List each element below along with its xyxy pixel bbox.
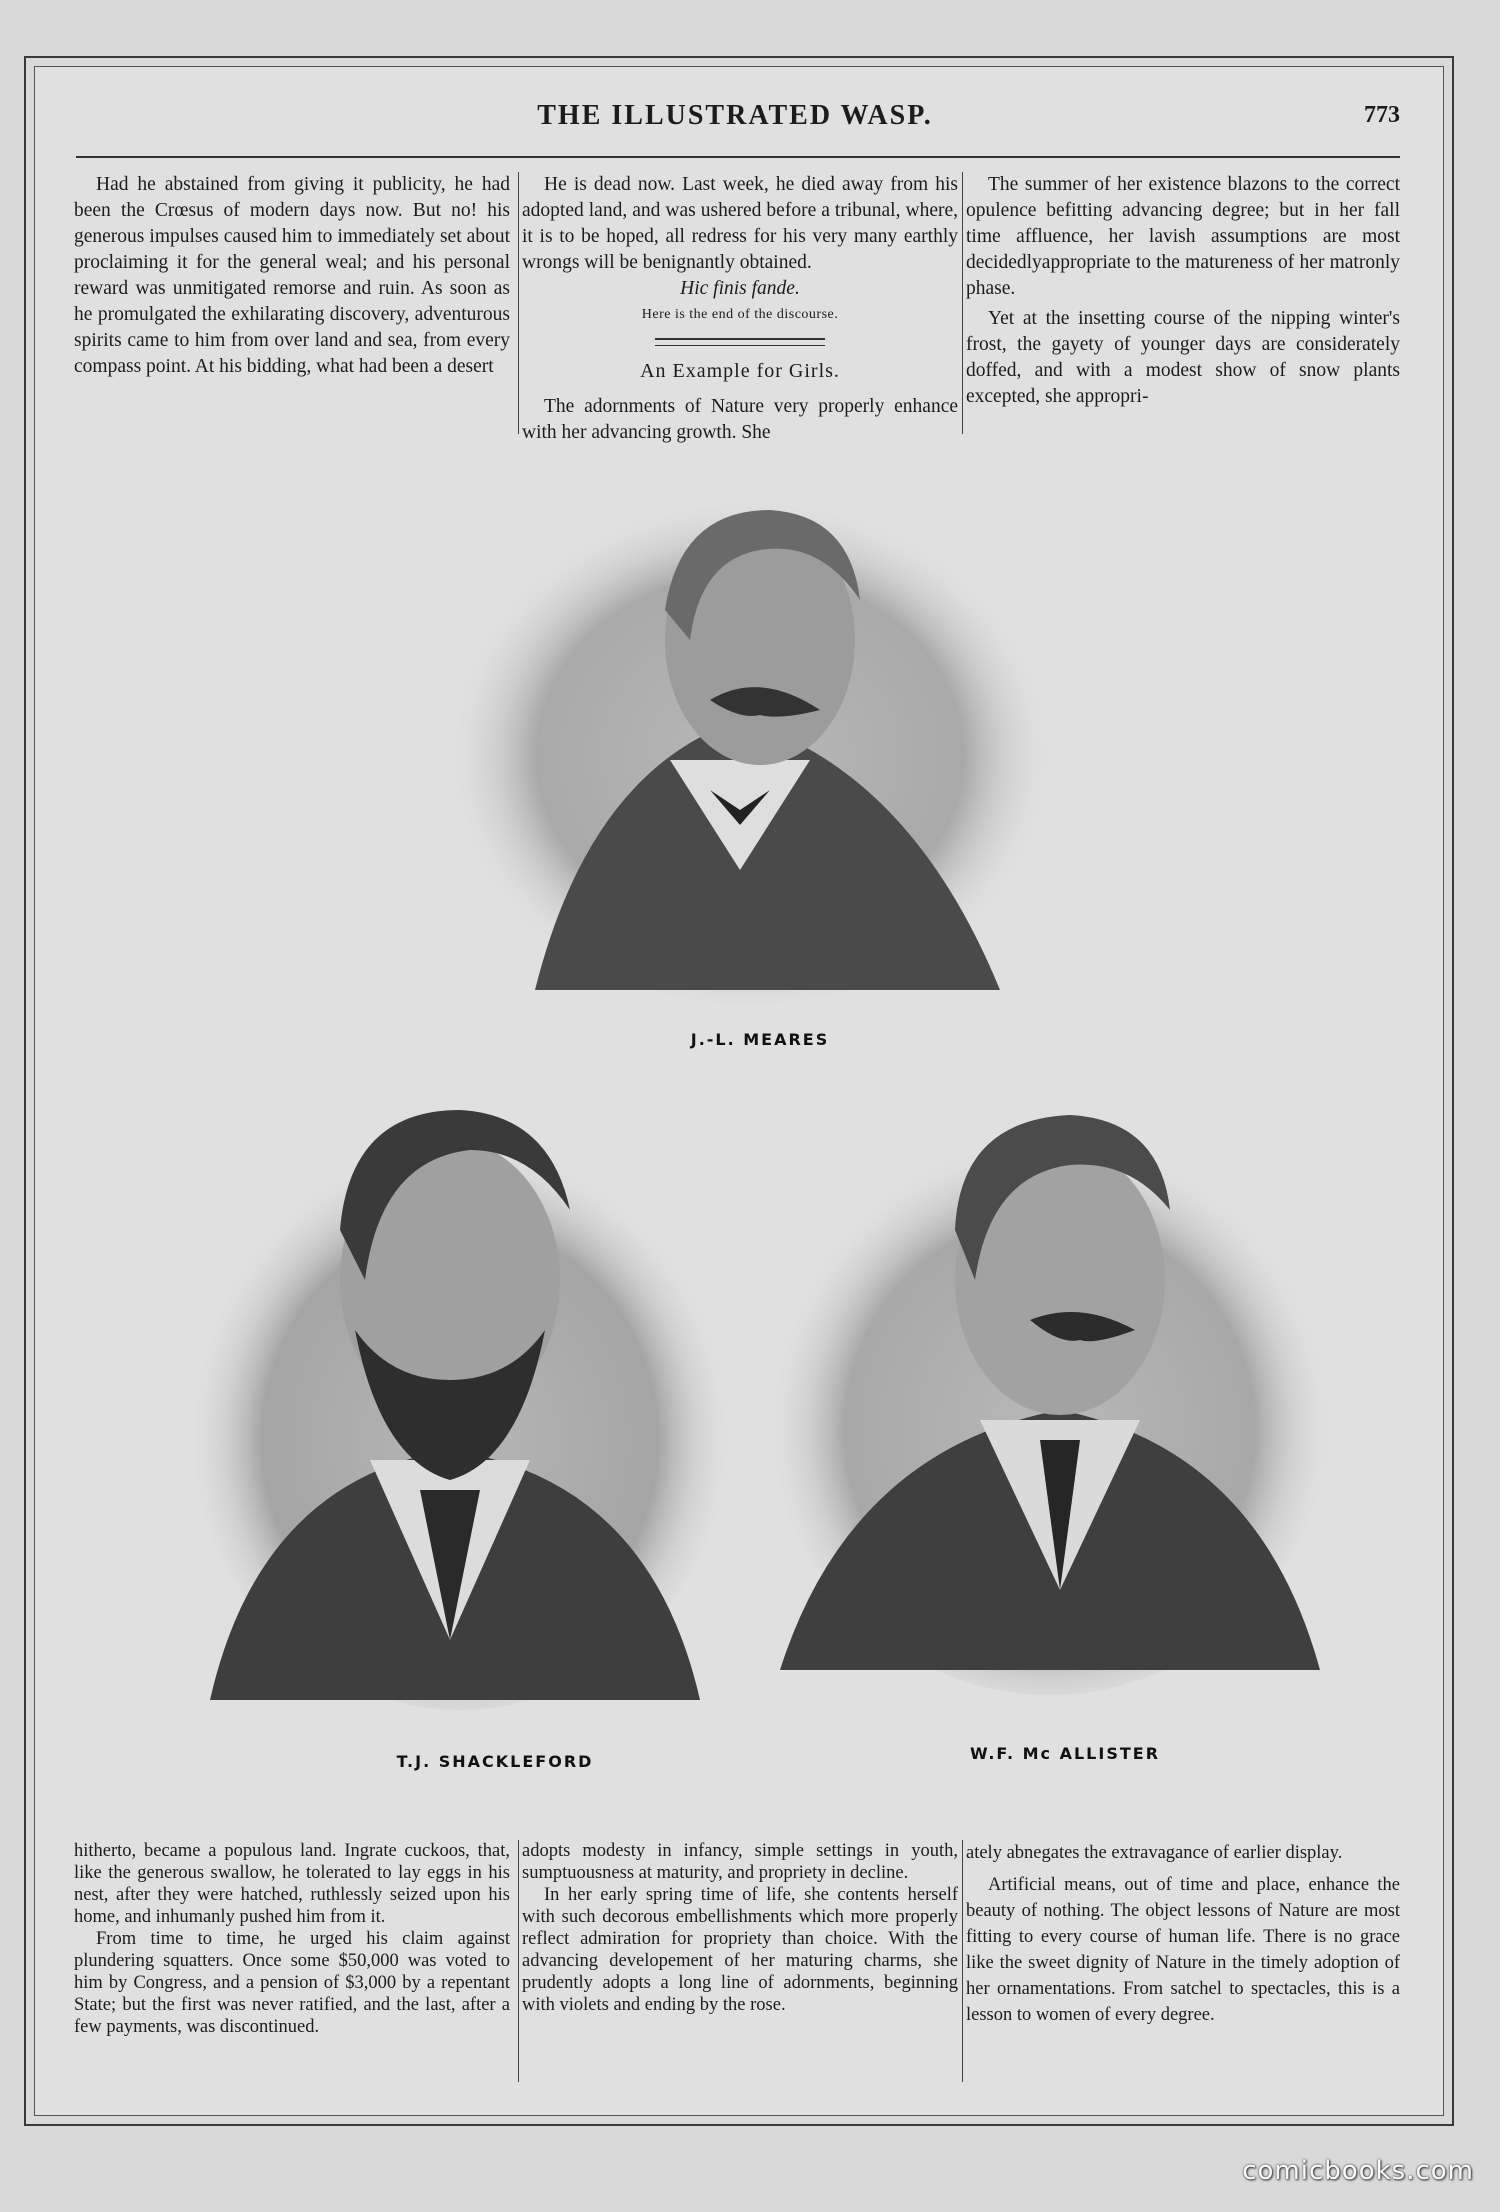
masthead bbox=[70, 96, 1400, 136]
paragraph: From time to time, he urged his claim against plundering squatters. Once some $50,000 was voted to him by Congress, and a pension of $3,000 by a repentant State; but the first was never ratified, and the last, after a few payments, was discontinued. bbox=[74, 1929, 510, 2037]
publication-title: THE ILLUSTRATED WASP. bbox=[537, 100, 933, 131]
portrait-meares bbox=[440, 470, 1060, 1010]
caption-shackleford: T.J. SHACKLEFORD bbox=[396, 1752, 594, 1771]
paragraph: Had he abstained from giving it publicity, he had been the Crœsus of modern days now. But no! his generous impulses caused him to immediately set about proclaiming it for the general weal; and his personal reward was unmitigated remorse and ruin. As soon as he promulgated the exhilarating discovery, adventurous spirits came to him from over land and sea, from every compass point. At his bidding, what had been a desert bbox=[74, 174, 510, 377]
column-rule bbox=[962, 1840, 963, 2082]
paragraph: The adornments of Nature very properly enhance with her advancing growth. She bbox=[522, 396, 958, 443]
portrait-mcallister bbox=[760, 1090, 1340, 1700]
bottom-column-1 bbox=[74, 1840, 510, 2038]
paragraph: He is dead now. Last week, he died away from his adopted land, and was ushered before a tribunal, where, it is to be hoped, all redress for his very many earthly wrongs will be benignantly obtained. bbox=[522, 174, 958, 273]
paragraph: adopts modesty in infancy, simple settings in youth, sumptuousness at maturity, and propriety in decline. bbox=[522, 1841, 958, 1883]
paragraph: In her early spring time of life, she contents herself with such decorous embellishments which more properly reflect admiration for propriety than choice. With the advancing developement of her maturing charms, she prudently adopts a long line of adornments, beginning with violets and ending by the rose. bbox=[522, 1885, 958, 2015]
paragraph: Yet at the insetting course of the nipping winter's frost, the gayety of younger days are considerately doffed, and with a modest show of snow plants excepted, she appropri- bbox=[966, 308, 1400, 407]
paragraph: The summer of her existence blazons to the correct opulence befitting advancing degree; but in her fall time affluence, her lavish assumptions are most decidedlyappropriate to the matureness of her matronly phase. bbox=[966, 174, 1400, 299]
paragraph: Artificial means, out of time and place, enhance the beauty of nothing. The object lessons of Nature are most fitting to every course of human life. There is no grace like the sweet dignity of Nature in the timely adoption of her ornamentations. From satchel to spectacles, this is a lesson to women of every degree. bbox=[966, 1875, 1400, 2025]
latin-translation: Here is the end of the discourse. bbox=[641, 307, 839, 322]
caption-meares: J.-L. MEARES bbox=[690, 1030, 830, 1049]
top-column-2 bbox=[522, 172, 958, 446]
top-column-1 bbox=[74, 172, 510, 380]
top-column-3 bbox=[966, 172, 1400, 410]
latin-phrase: Hic finis fande. bbox=[680, 278, 800, 299]
watermark: comicbooks.com bbox=[1242, 2156, 1474, 2186]
paragraph: ately abnegates the extravagance of earlier display. bbox=[966, 1843, 1343, 1863]
column-rule bbox=[962, 172, 963, 434]
column-rule bbox=[518, 172, 519, 434]
portrait-shackleford bbox=[180, 1080, 740, 1720]
column-rule bbox=[518, 1840, 519, 2082]
section-divider bbox=[655, 338, 825, 346]
header-rule bbox=[76, 156, 1400, 158]
bottom-column-3 bbox=[966, 1840, 1400, 2028]
paragraph: hitherto, became a populous land. Ingrate cuckoos, that, like the generous swallow, he tolerated to lay eggs in his nest, after they were hatched, ruthlessly seized upon his home, and inhumanly pushed him from it. bbox=[74, 1841, 510, 1927]
section-heading: An Example for Girls. bbox=[640, 360, 840, 382]
page-number: 773 bbox=[1364, 102, 1400, 128]
caption-mcallister: W.F. Mc ALLISTER bbox=[969, 1744, 1161, 1763]
bottom-column-2 bbox=[522, 1840, 958, 2016]
